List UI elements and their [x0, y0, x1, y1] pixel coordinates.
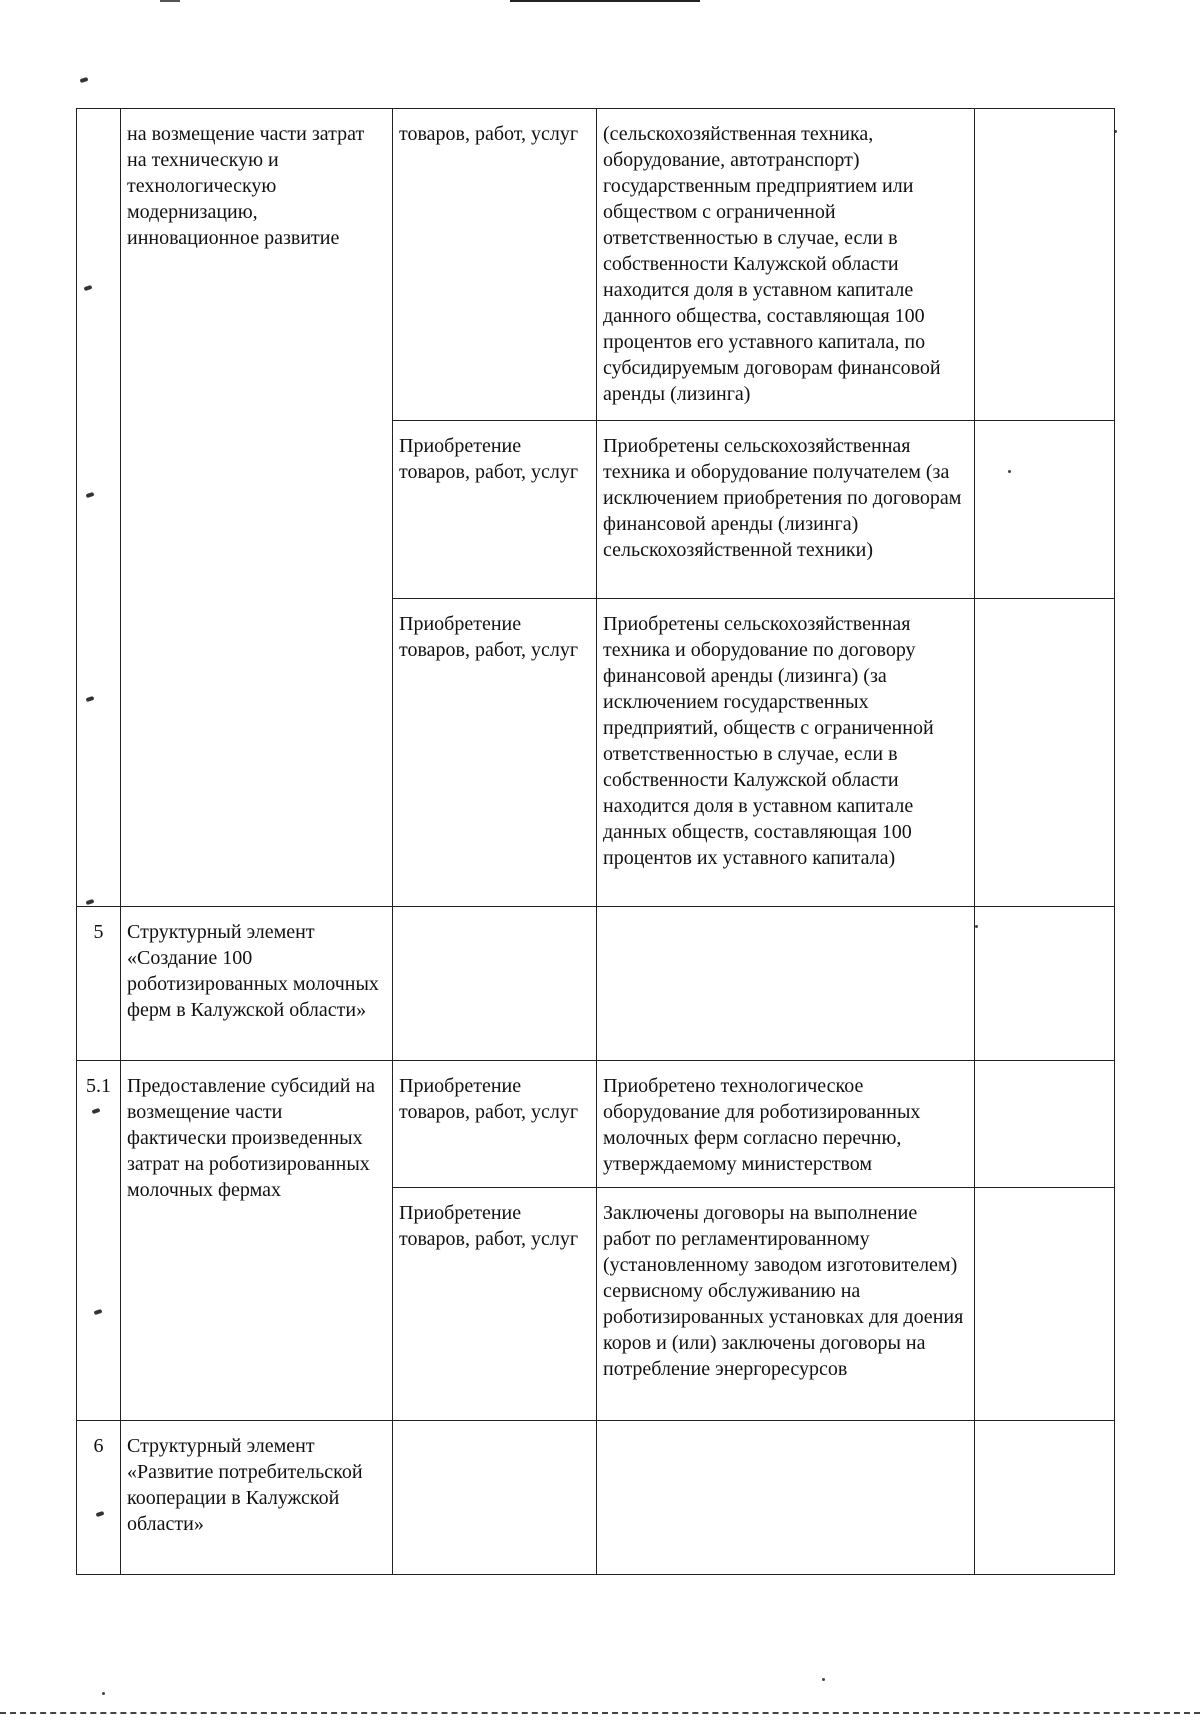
empty-cell	[597, 907, 975, 1061]
result-cell: Приобретены сельскохозяйственная техника и оборудование по договору финансовой аренды (лизинга) (за исключением государственных предприятий, обществ с ограниченной ответственностью в случае, если в собственности Калужской области находится доля в уставном капитале данных обществ, составляющая 100 процентов их уставного капитала)	[597, 599, 975, 907]
measure-type-cell: Приобретение товаров, работ, услуг	[393, 421, 597, 599]
measures-table	[76, 108, 1115, 1575]
row-number-cell	[77, 109, 121, 907]
bottom-rule	[0, 1712, 1200, 1714]
result-cell: Приобретено технологическое оборудование для роботизированных молочных ферм согласно перечню, утверждаемому министерством	[597, 1061, 975, 1188]
row-number-cell: 5.1	[77, 1061, 121, 1421]
scan-speck	[80, 77, 89, 83]
measure-type-cell: Приобретение товаров, работ, услуг	[393, 1188, 597, 1421]
empty-cell	[975, 1421, 1115, 1575]
result-cell: Заключены договоры на выполнение работ по регламентированному (установленному заводом изготовителем) сервисному обслуживанию на роботизированных установках для доения коров и (или) заключены договоры на потребление энергоресурсов	[597, 1188, 975, 1421]
table-row	[77, 1421, 1115, 1575]
table-row	[77, 109, 1115, 421]
table-row	[77, 907, 1115, 1061]
scan-dot	[822, 1678, 825, 1681]
measure-type-cell: Приобретение товаров, работ, услуг	[393, 1061, 597, 1188]
scan-dot	[102, 1692, 105, 1695]
measure-name-cell: Структурный элемент «Развитие потребительской кооперации в Калужской области»	[121, 1421, 393, 1575]
empty-cell	[975, 1188, 1115, 1421]
measure-type-cell: Приобретение товаров, работ, услуг	[393, 599, 597, 907]
result-cell: (сельскохозяйственная техника, оборудование, автотранспорт) государственным предприятием или обществом с ограниченной ответственностью в случае, если в собственности Калужской области находится доля в уставном капитале данного общества, составляющая 100 процентов его уставного капитала, по субсидируемым договорам финансовой аренды (лизинга)	[597, 109, 975, 421]
measure-type-cell: товаров, работ, услуг	[393, 109, 597, 421]
empty-cell	[975, 599, 1115, 907]
measure-name-cell: на возмещение части затрат на техническую и технологическую модернизацию, инновационное развитие	[121, 109, 393, 907]
measure-name-cell: Предоставление субсидий на возмещение части фактически произведенных затрат на роботизированных молочных фермах	[121, 1061, 393, 1421]
empty-cell	[975, 421, 1115, 599]
empty-cell	[393, 907, 597, 1061]
empty-cell	[975, 109, 1115, 421]
empty-cell	[975, 907, 1115, 1061]
row-number-cell: 6	[77, 1421, 121, 1575]
table-row	[77, 1061, 1115, 1188]
measure-name-cell: Структурный элемент «Создание 100 роботизированных молочных ферм в Калужской области»	[121, 907, 393, 1061]
row-number-cell: 5	[77, 907, 121, 1061]
empty-cell	[393, 1421, 597, 1575]
top-rule-fragment	[160, 0, 180, 2]
empty-cell	[597, 1421, 975, 1575]
empty-cell	[975, 1061, 1115, 1188]
top-rule	[510, 0, 700, 2]
result-cell: Приобретены сельскохозяйственная техника и оборудование получателем (за исключением приобретения по договорам финансовой аренды (лизинга) сельскохозяйственной техники)	[597, 421, 975, 599]
